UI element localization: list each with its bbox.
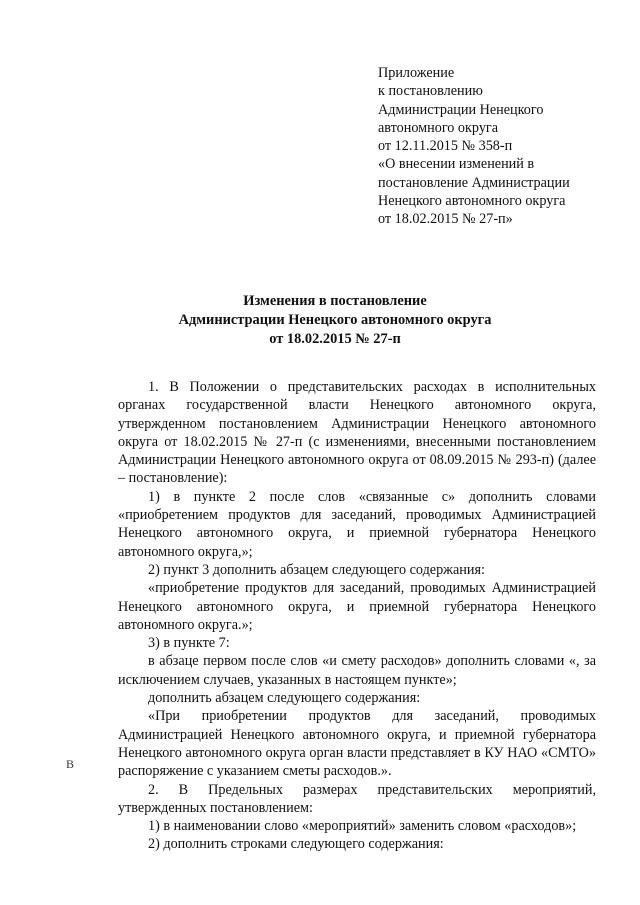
title-line: от 18.02.2015 № 27-п: [269, 331, 401, 347]
paragraph-item-2: 2. В Предельных размерах представительских мероприятий, утвержденных постановлением:: [118, 781, 596, 816]
margin-mark: В: [66, 757, 75, 771]
paragraph-item-1: 1. В Положении о представительских расходах в исполнительных органах государственной власти Ненецкого автономного округа, утвержденном постановлением Администрации Ненецкого автономного округа от 18.02.2015 № 27-п (с изменениями, внесенными постановлением Администрации Ненецкого автономного округа от 08.09.2015 № 293-п) (далее – постановление):: [118, 379, 596, 487]
annex-line: постановление Администрации: [378, 174, 570, 191]
paragraph-quote-1: «приобретение продуктов для заседаний, проводимых Администрацией Ненецкого автономного округа, и приемной губернатора Ненецкого автономного округа.»;: [118, 580, 596, 633]
document-title: [100, 292, 570, 349]
annex-line: к постановлению: [378, 83, 483, 100]
annex-line: Администрации Ненецкого: [378, 101, 544, 118]
paragraph-quote-2: «При приобретении продуктов для заседаний, проводимых Администрацией Ненецкого автономного округа, и приемной губернатора Ненецкого автономного округа орган власти представляет в КУ НАО «СМТО» распоряжение с указанием сметы расходов.».: [118, 708, 596, 780]
annex-line: от 12.11.2015 № 358-п: [378, 138, 513, 155]
annex-line: Приложение: [378, 65, 455, 81]
paragraph-subitem-2-1: 1) в наименовании слово «мероприятий» заменить словом «расходов»;: [148, 818, 577, 835]
annex-line: от 18.02.2015 № 27-п»: [378, 211, 513, 228]
paragraph-amendment-2: дополнить абзацем следующего содержания:: [148, 690, 421, 707]
title-line: Администрации Ненецкого автономного округа: [178, 312, 492, 328]
annex-line: автономного округа: [378, 119, 499, 136]
annex-line: «О внесении изменений в: [378, 156, 535, 173]
paragraph-subitem-1-2: 2) пункт 3 дополнить абзацем следующего содержания:: [148, 561, 485, 578]
paragraph-subitem-2-2: 2) дополнить строками следующего содержания:: [148, 836, 444, 853]
annex-header: [378, 64, 618, 229]
title-line: Изменения в постановление: [243, 293, 427, 309]
annex-line: Ненецкого автономного округа: [378, 193, 566, 210]
paragraph-amendment-1: в абзаце первом после слов «и смету расходов» дополнить словами «, за исключением случаев, указанных в настоящем пункте»;: [118, 653, 596, 688]
paragraph-subitem-1-3: 3) в пункте 7:: [148, 635, 230, 652]
paragraph-subitem-1-1: 1) в пункте 2 после слов «связанные с» дополнить словами «приобретением продуктов для заседаний, проводимых Администрацией Ненецкого автономного округа, и приемной губернатора Ненецкого автономного округа,»;: [118, 488, 596, 560]
document-body: [118, 378, 596, 854]
